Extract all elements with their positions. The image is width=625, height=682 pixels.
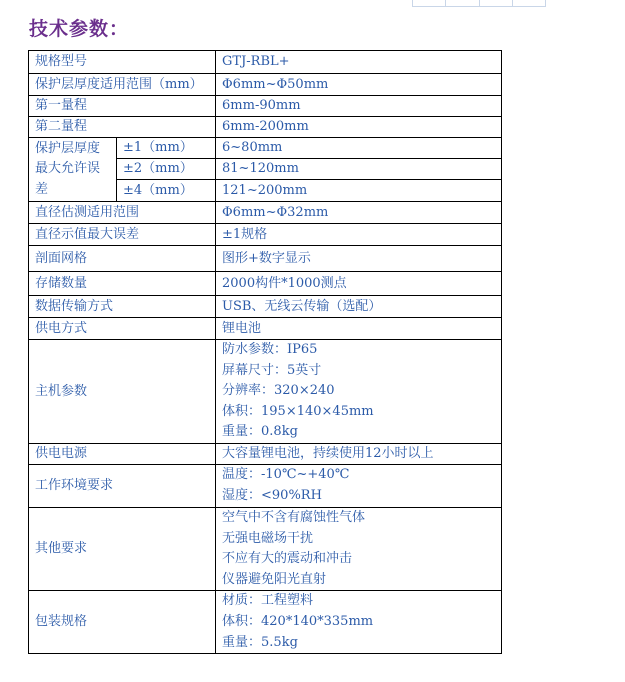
spec-row-power-supply <box>29 444 502 465</box>
tolerance-label <box>29 138 117 202</box>
tolerance-range: 6~80mm <box>216 138 502 159</box>
partial-table-fragment <box>412 0 546 7</box>
spec-row-power <box>29 318 502 340</box>
spec-row-storage <box>29 272 502 296</box>
value-line: 分辨率：320×240 <box>222 383 335 399</box>
row-value-lines <box>216 340 502 444</box>
row-value: 大容量锂电池，持续使用12小时以上 <box>216 444 502 465</box>
spec-row-tolerance-1 <box>29 138 502 159</box>
value-line: 无强电磁场干扰 <box>222 530 314 546</box>
spec-row-diameter-range <box>29 202 502 224</box>
row-value: 图形+数字显示 <box>216 246 502 272</box>
row-label: 规格型号 <box>29 51 216 74</box>
spec-row-range1 <box>29 96 502 117</box>
spec-row-other <box>29 508 502 591</box>
row-value: GTJ-RBL+ <box>216 51 502 74</box>
value-line: 材质：工程塑料 <box>222 593 314 609</box>
value-line: 体积：420*140*335mm <box>222 614 374 630</box>
tolerance-label-line: 差 <box>35 181 49 197</box>
value-line: 不应有大的震动和冲击 <box>222 551 353 567</box>
value-line: 屏幕尺寸：5英寸 <box>222 362 322 378</box>
row-label: 供电电源 <box>29 444 216 465</box>
tolerance-label-line: 最大允许误 <box>35 161 101 177</box>
tolerance-value: ±2（mm） <box>117 159 216 180</box>
row-label: 供电方式 <box>29 318 216 340</box>
spec-row-cover-range <box>29 74 502 96</box>
spec-row-environment <box>29 465 502 508</box>
spec-row-host <box>29 340 502 444</box>
row-value-lines <box>216 591 502 654</box>
spec-row-range2 <box>29 117 502 138</box>
spec-row-model <box>29 51 502 74</box>
value-line: 体积：195×140×45mm <box>222 403 374 419</box>
tolerance-range: 81~120mm <box>216 159 502 180</box>
row-label: 剖面网格 <box>29 246 216 272</box>
row-label: 数据传输方式 <box>29 296 216 318</box>
row-value: Φ6mm~Φ32mm <box>216 202 502 224</box>
row-value: 6mm-90mm <box>216 96 502 117</box>
page-title: 技术参数： <box>29 18 130 40</box>
row-label: 包装规格 <box>29 591 216 654</box>
row-label: 主机参数 <box>29 340 216 444</box>
row-value-lines <box>216 465 502 508</box>
spec-row-diameter-error <box>29 224 502 246</box>
value-line: 防水参数：IP65 <box>222 342 318 358</box>
row-label: 第一量程 <box>29 96 216 117</box>
value-line: 空气中不含有腐蚀性气体 <box>222 510 366 525</box>
row-label: 其他要求 <box>29 508 216 591</box>
value-line: 重量：0.8kg <box>222 424 298 440</box>
row-value: 6mm-200mm <box>216 117 502 138</box>
value-line: 湿度：<90%RH <box>222 488 322 503</box>
row-label: 直径示值最大误差 <box>29 224 216 246</box>
value-line: 重量：5.5kg <box>222 634 298 650</box>
value-line: 仪器避免阳光直射 <box>222 571 327 587</box>
row-value: ±1规格 <box>216 224 502 246</box>
row-value: 2000构件*1000测点 <box>216 272 502 296</box>
spec-row-packing <box>29 591 502 654</box>
row-label: 存储数量 <box>29 272 216 296</box>
row-label: 工作环境要求 <box>29 465 216 508</box>
spec-row-grid <box>29 246 502 272</box>
tolerance-value: ±4（mm） <box>117 180 216 202</box>
spec-row-transfer <box>29 296 502 318</box>
tolerance-value: ±1（mm） <box>117 138 216 159</box>
spec-table <box>28 50 502 654</box>
row-label: 第二量程 <box>29 117 216 138</box>
row-value: Φ6mm~Φ50mm <box>216 74 502 96</box>
row-label: 直径估测适用范围 <box>29 202 216 224</box>
row-value: 锂电池 <box>216 318 502 340</box>
row-label: 保护层厚度适用范围（mm） <box>29 74 216 96</box>
tolerance-label-line: 保护层厚度 <box>35 140 101 156</box>
value-line: 温度：-10℃~+40℃ <box>222 467 350 483</box>
tolerance-range: 121~200mm <box>216 180 502 202</box>
row-value-lines <box>216 508 502 591</box>
row-value: USB、无线云传输（选配） <box>216 296 502 318</box>
